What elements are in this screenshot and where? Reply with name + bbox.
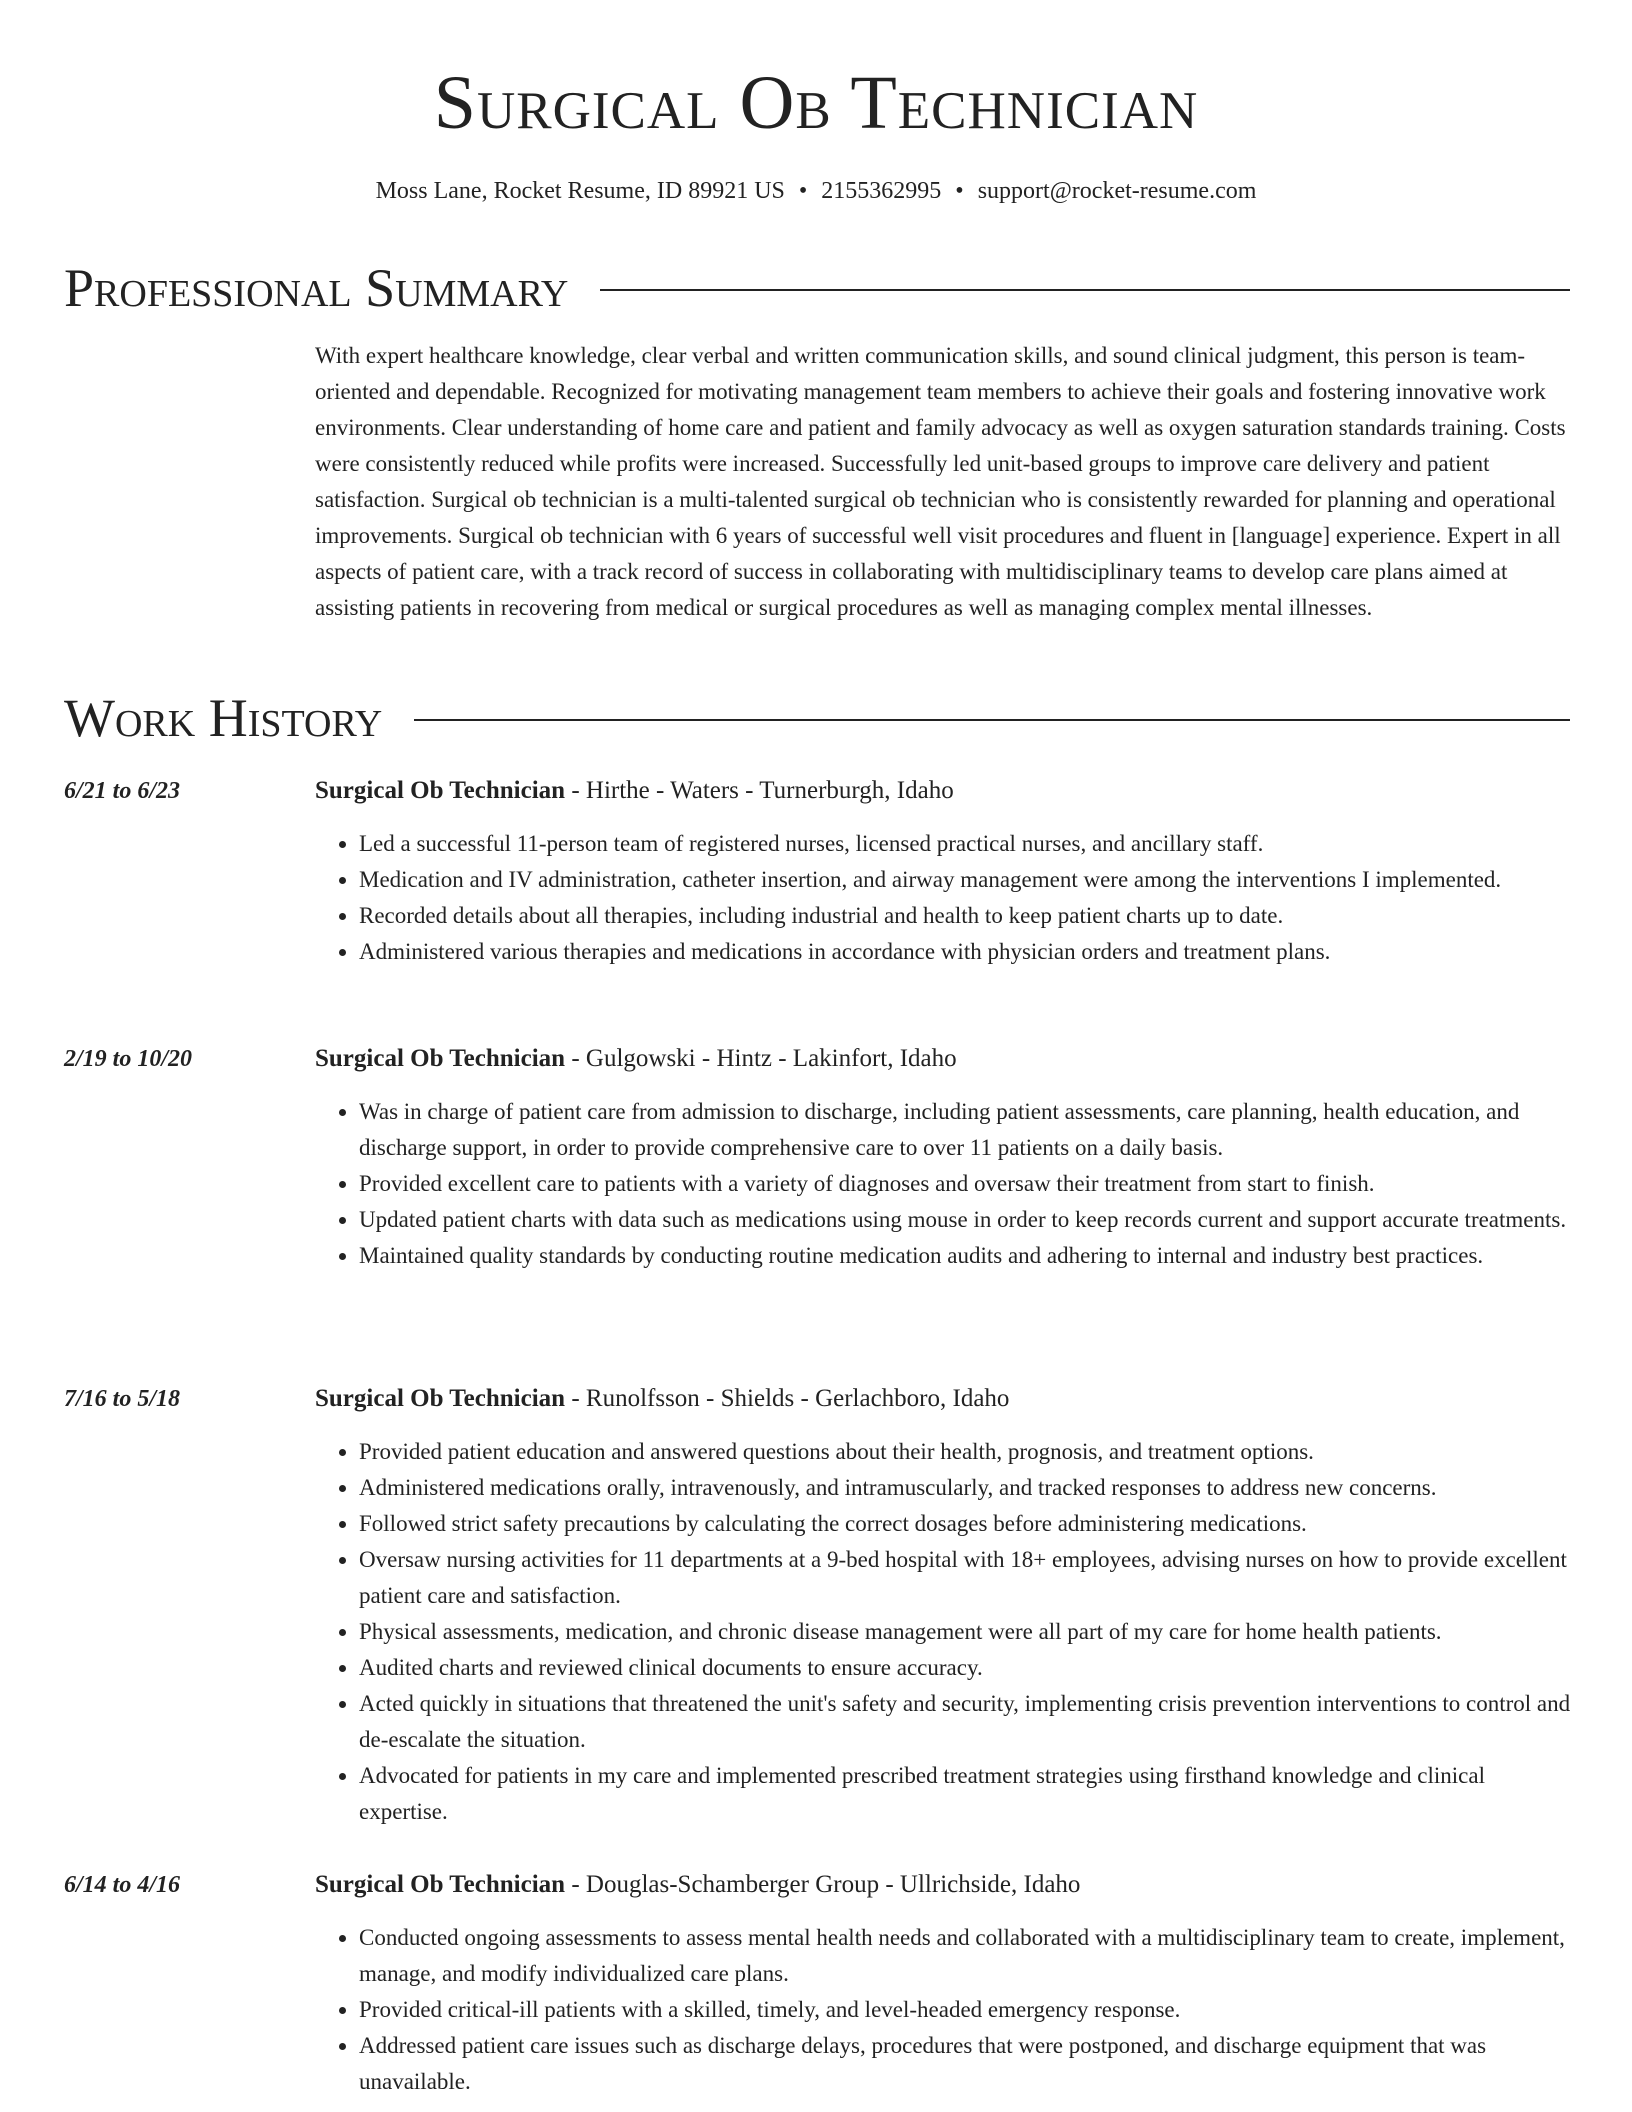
- job-bullet: • Provided excellent care to patients with a variety of diagnoses and oversaw their treatment from start to finish.: [359, 1166, 1575, 1202]
- contact-email: support@rocket-resume.com: [977, 178, 1257, 204]
- job-bullet: • Maintained quality standards by conducting routine medication audits and adhering to internal and industry best practices.: [359, 1238, 1575, 1274]
- summary-text: With expert healthcare knowledge, clear verbal and written communication skills, and sound clinical judgment, this person is team-oriented and dependable. Recognized for motivating management team members to achieve their goals and fostering innovative work environments. Clear understanding of home care and patient and family advocacy as well as oxygen saturation standards training. Costs were consistently reduced while profits were increased. Successfully led unit-based groups to improve care delivery and patient satisfaction. Surgical ob technician is a multi-talented surgical ob technician who is consistently rewarded for planning and operational improvements. Surgical ob technician with 6 years of successful well visit procedures and fluent in [language] experience. Expert in all aspects of patient care, with a track record of success in collaborating with multidisciplinary teams to develop care plans aimed at assisting patients in recovering from medical or surgical procedures as well as managing complex mental illnesses.: [315, 343, 1566, 620]
- contact-separator: •: [798, 178, 808, 204]
- job-headline: [315, 1382, 1009, 1416]
- job-bullet: • Advocated for patients in my care and implemented prescribed treatment strategies using firsthand knowledge and clinical expertise.: [359, 1758, 1575, 1830]
- job-role: Surgical Ob Technician: [315, 1871, 566, 1898]
- section-divider: [600, 289, 1570, 291]
- job-bullet: • Updated patient charts with data such as medications using mouse in order to keep records current and support accurate treatments.: [359, 1202, 1575, 1238]
- job-bullet: • Acted quickly in situations that threatened the unit's safety and security, implementing crisis prevention interventions to control and de-escalate the situation.: [359, 1686, 1575, 1758]
- job-employer: - Gulgowski - Hintz - Lakinfort, Idaho: [565, 1045, 957, 1072]
- summary-section-header: [64, 256, 1570, 320]
- job-role: Surgical Ob Technician: [315, 777, 566, 804]
- job-bullet: • Audited charts and reviewed clinical documents to ensure accuracy.: [359, 1650, 1575, 1686]
- job-bullets: [315, 1920, 1575, 2100]
- contact-address: Moss Lane, Rocket Resume, ID 89921 US: [375, 178, 785, 204]
- job-dates: 6/21 to 6/23: [64, 778, 181, 804]
- job-role: Surgical Ob Technician: [315, 1045, 566, 1072]
- job-bullet: • Administered various therapies and medications in accordance with physician orders and treatment plans.: [359, 934, 1575, 970]
- job-bullet: • Provided critical-ill patients with a skilled, timely, and level-headed emergency response.: [359, 1992, 1575, 2028]
- job-headline: [315, 1868, 1080, 1902]
- job-dates: 7/16 to 5/18: [64, 1386, 181, 1412]
- job-bullet: • Physical assessments, medication, and chronic disease management were all part of my care for home health patients.: [359, 1614, 1575, 1650]
- contact-line: [0, 174, 1632, 208]
- job-headline: [315, 774, 954, 808]
- job-bullet: • Addressed patient care issues such as discharge delays, procedures that were postponed, and discharge equipment that was unavailable.: [359, 2028, 1575, 2100]
- job-bullet: • Recorded details about all therapies, including industrial and health to keep patient charts up to date.: [359, 898, 1575, 934]
- job-bullet: • Followed strict safety precautions by calculating the correct dosages before administering medications.: [359, 1506, 1575, 1542]
- job-employer: - Runolfsson - Shields - Gerlachboro, Idaho: [565, 1385, 1010, 1412]
- job-bullet: • Provided patient education and answered questions about their health, prognosis, and treatment options.: [359, 1434, 1575, 1470]
- job-dates: 2/19 to 10/20: [64, 1046, 193, 1072]
- job-bullet: • Medication and IV administration, catheter insertion, and airway management were among the interventions I implemented.: [359, 862, 1575, 898]
- job-bullet: • Oversaw nursing activities for 11 departments at a 9-bed hospital with 18+ employees, advising nurses on how to provide excellent patient care and satisfaction.: [359, 1542, 1575, 1614]
- job-bullet: • Administered medications orally, intravenously, and intramuscularly, and tracked responses to address new concerns.: [359, 1470, 1575, 1506]
- job-bullets: [315, 1094, 1575, 1274]
- job-headline: [315, 1042, 957, 1076]
- contact-separator: •: [955, 178, 964, 204]
- work-section-header: [64, 686, 1570, 750]
- contact-phone: 2155362995: [821, 178, 942, 204]
- summary-section-title: Professional Summary: [64, 258, 569, 318]
- section-divider: [414, 719, 1570, 721]
- job-dates: 6/14 to 4/16: [64, 1872, 181, 1898]
- resume-name: Surgical Ob Technician: [433, 61, 1199, 145]
- job-role: Surgical Ob Technician: [315, 1385, 566, 1412]
- job-employer: - Hirthe - Waters - Turnerburgh, Idaho: [565, 777, 954, 804]
- job-bullet: • Led a successful 11-person team of registered nurses, licensed practical nurses, and ancillary staff.: [359, 826, 1575, 862]
- job-bullet: • Was in charge of patient care from admission to discharge, including patient assessments, care planning, health education, and discharge support, in order to provide comprehensive care to over 11 patients on a daily basis.: [359, 1094, 1575, 1166]
- job-employer: - Douglas-Schamberger Group - Ullrichside, Idaho: [565, 1871, 1081, 1898]
- job-bullets: [315, 1434, 1575, 1830]
- job-bullets: [315, 826, 1575, 970]
- work-section-title: Work History: [64, 688, 383, 748]
- job-bullet: • Conducted ongoing assessments to assess mental health needs and collaborated with a multidisciplinary team to create, implement, manage, and modify individualized care plans.: [359, 1920, 1575, 1992]
